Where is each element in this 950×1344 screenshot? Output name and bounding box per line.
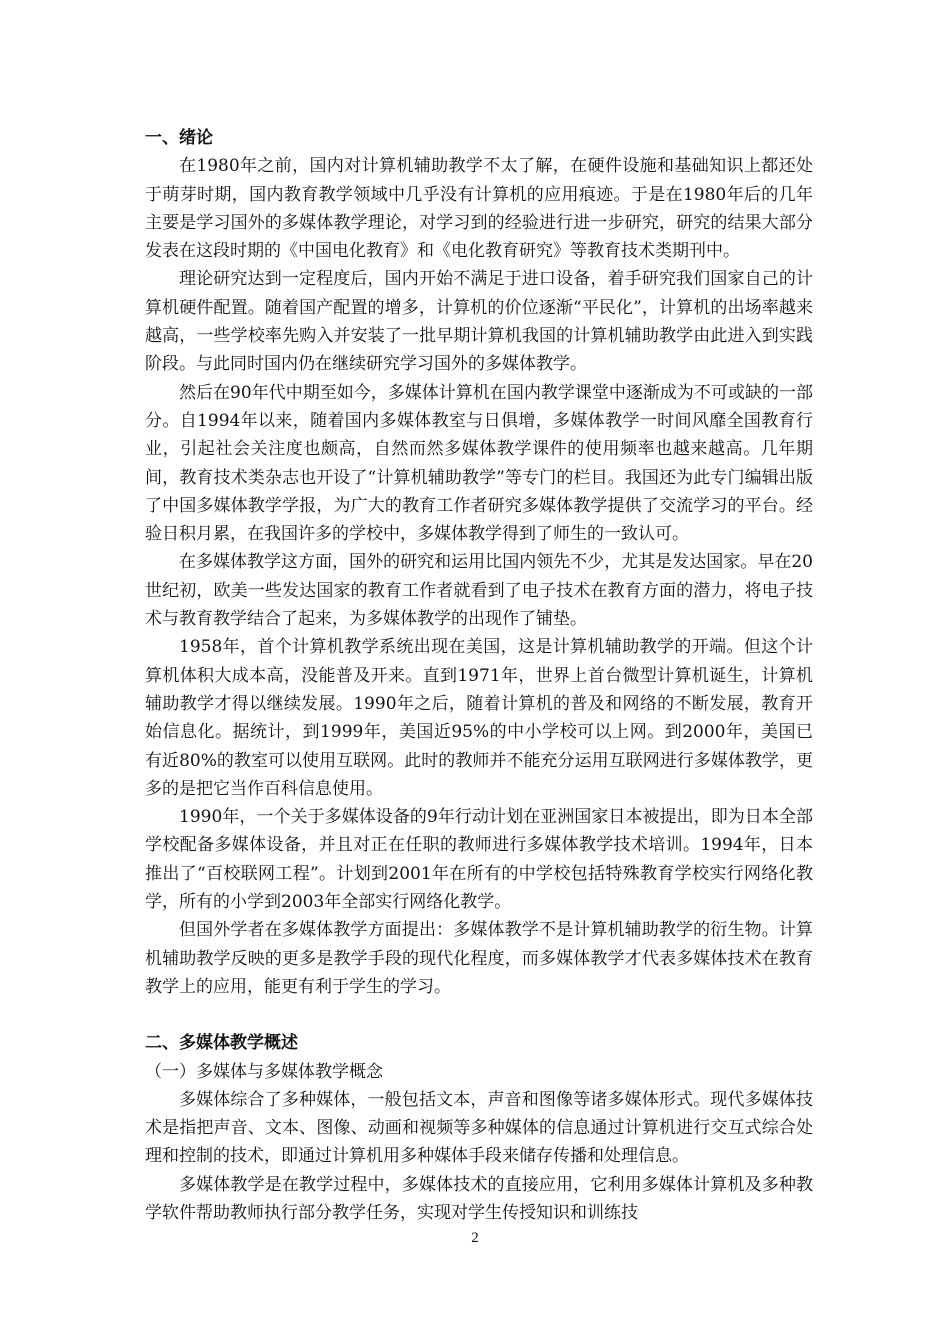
paragraph: 多媒体综合了多种媒体，一般包括文本，声音和图像等诸多媒体形式。现代多媒体技术是指把声音、文本、图像、动画和视频等多种媒体的信息通过计算机进行交互式综合处理和控制的技术，即通过计算机用多种媒体手段来储存传播和处理信息。 bbox=[145, 1089, 813, 1167]
paragraph: 1958年，首个计算机教学系统出现在美国，这是计算机辅助教学的开端。但这个计算机体积大成本高，没能普及开来。直到1971年，世界上首台微型计算机诞生，计算机辅助教学才得以继续发展。1990年之后，随着计算机的普及和网络的不断发展，教育开始信息化。据统计，到1999年，美国近95%的中小学校可以上网。到2000年，美国已有近80%的教室可以使用互联网。此时的教师并不能充分运用互联网进行多媒体教学，更多的是把它当作百科信息使用。 bbox=[145, 637, 813, 799]
paragraph: 1990年，一个关于多媒体设备的9年行动计划在亚洲国家日本被提出，即为日本全部学校配备多媒体设备，并且对正在任职的教师进行多媒体教学技术培训。1994年，日本推出了“百校联网工程”。计划到2001年在所有的中学校包括特殊教育学校实行网络化教学，所有的小学到2003年全部实行网络化教学。 bbox=[145, 807, 813, 913]
document-body bbox=[145, 124, 813, 1227]
subsection-heading: （一）多媒体与多媒体教学概念 bbox=[145, 1061, 383, 1082]
page-number: 2 bbox=[471, 1230, 479, 1246]
paragraph: 在1980年之前，国内对计算机辅助教学不太了解，在硬件设施和基础知识上都还处于萌芽时期，国内教育教学领域中几乎没有计算机的应用痕迹。于是在1980年后的几年主要是学习国外的多媒体教学理论，对学习到的经验进行进一步研究，研究的结果大部分发表在这段时期的《中国电化教育》和《电化教育研究》等教育技术类期刊中。 bbox=[145, 156, 813, 262]
section-heading-overview: 二、多媒体教学概述 bbox=[145, 1033, 298, 1054]
paragraph: 理论研究达到一定程度后，国内开始不满足于进口设备，着手研究我们国家自己的计算机硬件配置。随着国产配置的增多，计算机的价位逐渐“平民化”，计算机的出场率越来越高，一些学校率先购入并安装了一批早期计算机我国的计算机辅助教学由此进入到实践阶段。与此同时国内仍在继续研究学习国外的多媒体教学。 bbox=[145, 269, 813, 375]
paragraph: 在多媒体教学这方面，国外的研究和运用比国内领先不少，尤其是发达国家。早在20世纪初，欧美一些发达国家的教育工作者就看到了电子技术在教育方面的潜力，将电子技术与教育教学结合了起来，为多媒体教学的出现作了铺垫。 bbox=[145, 552, 813, 630]
paragraph: 多媒体教学是在教学过程中，多媒体技术的直接应用，它利用多媒体计算机及多种教学软件帮助教师执行部分教学任务，实现对学生传授知识和训练技 bbox=[145, 1174, 813, 1223]
paragraph: 但国外学者在多媒体教学方面提出：多媒体教学不是计算机辅助教学的衍生物。计算机辅助教学反映的更多是教学手段的现代化程度，而多媒体教学才代表多媒体技术在教育教学上的应用，能更有利于学生的学习。 bbox=[145, 920, 813, 997]
section-heading-introduction: 一、绪论 bbox=[145, 128, 213, 148]
paragraph: 然后在90年代中期至如今，多媒体计算机在国内教学课堂中逐渐成为不可或缺的一部分。自1994年以来，随着国内多媒体教室与日俱增，多媒体教学一时间风靡全国教育行业，引起社会关注度也颇高，自然而然多媒体教学课件的使用频率也越来越高。几年期间，教育技术类杂志也开设了“计算机辅助教学”等专门的栏目。我国还为此专门编辑出版了中国多媒体教学学报，为广大的教育工作者研究多媒体教学提供了交流学习的平台。经验日积月累，在我国许多的学校中，多媒体教学得到了师生的一致认可。 bbox=[145, 382, 813, 545]
